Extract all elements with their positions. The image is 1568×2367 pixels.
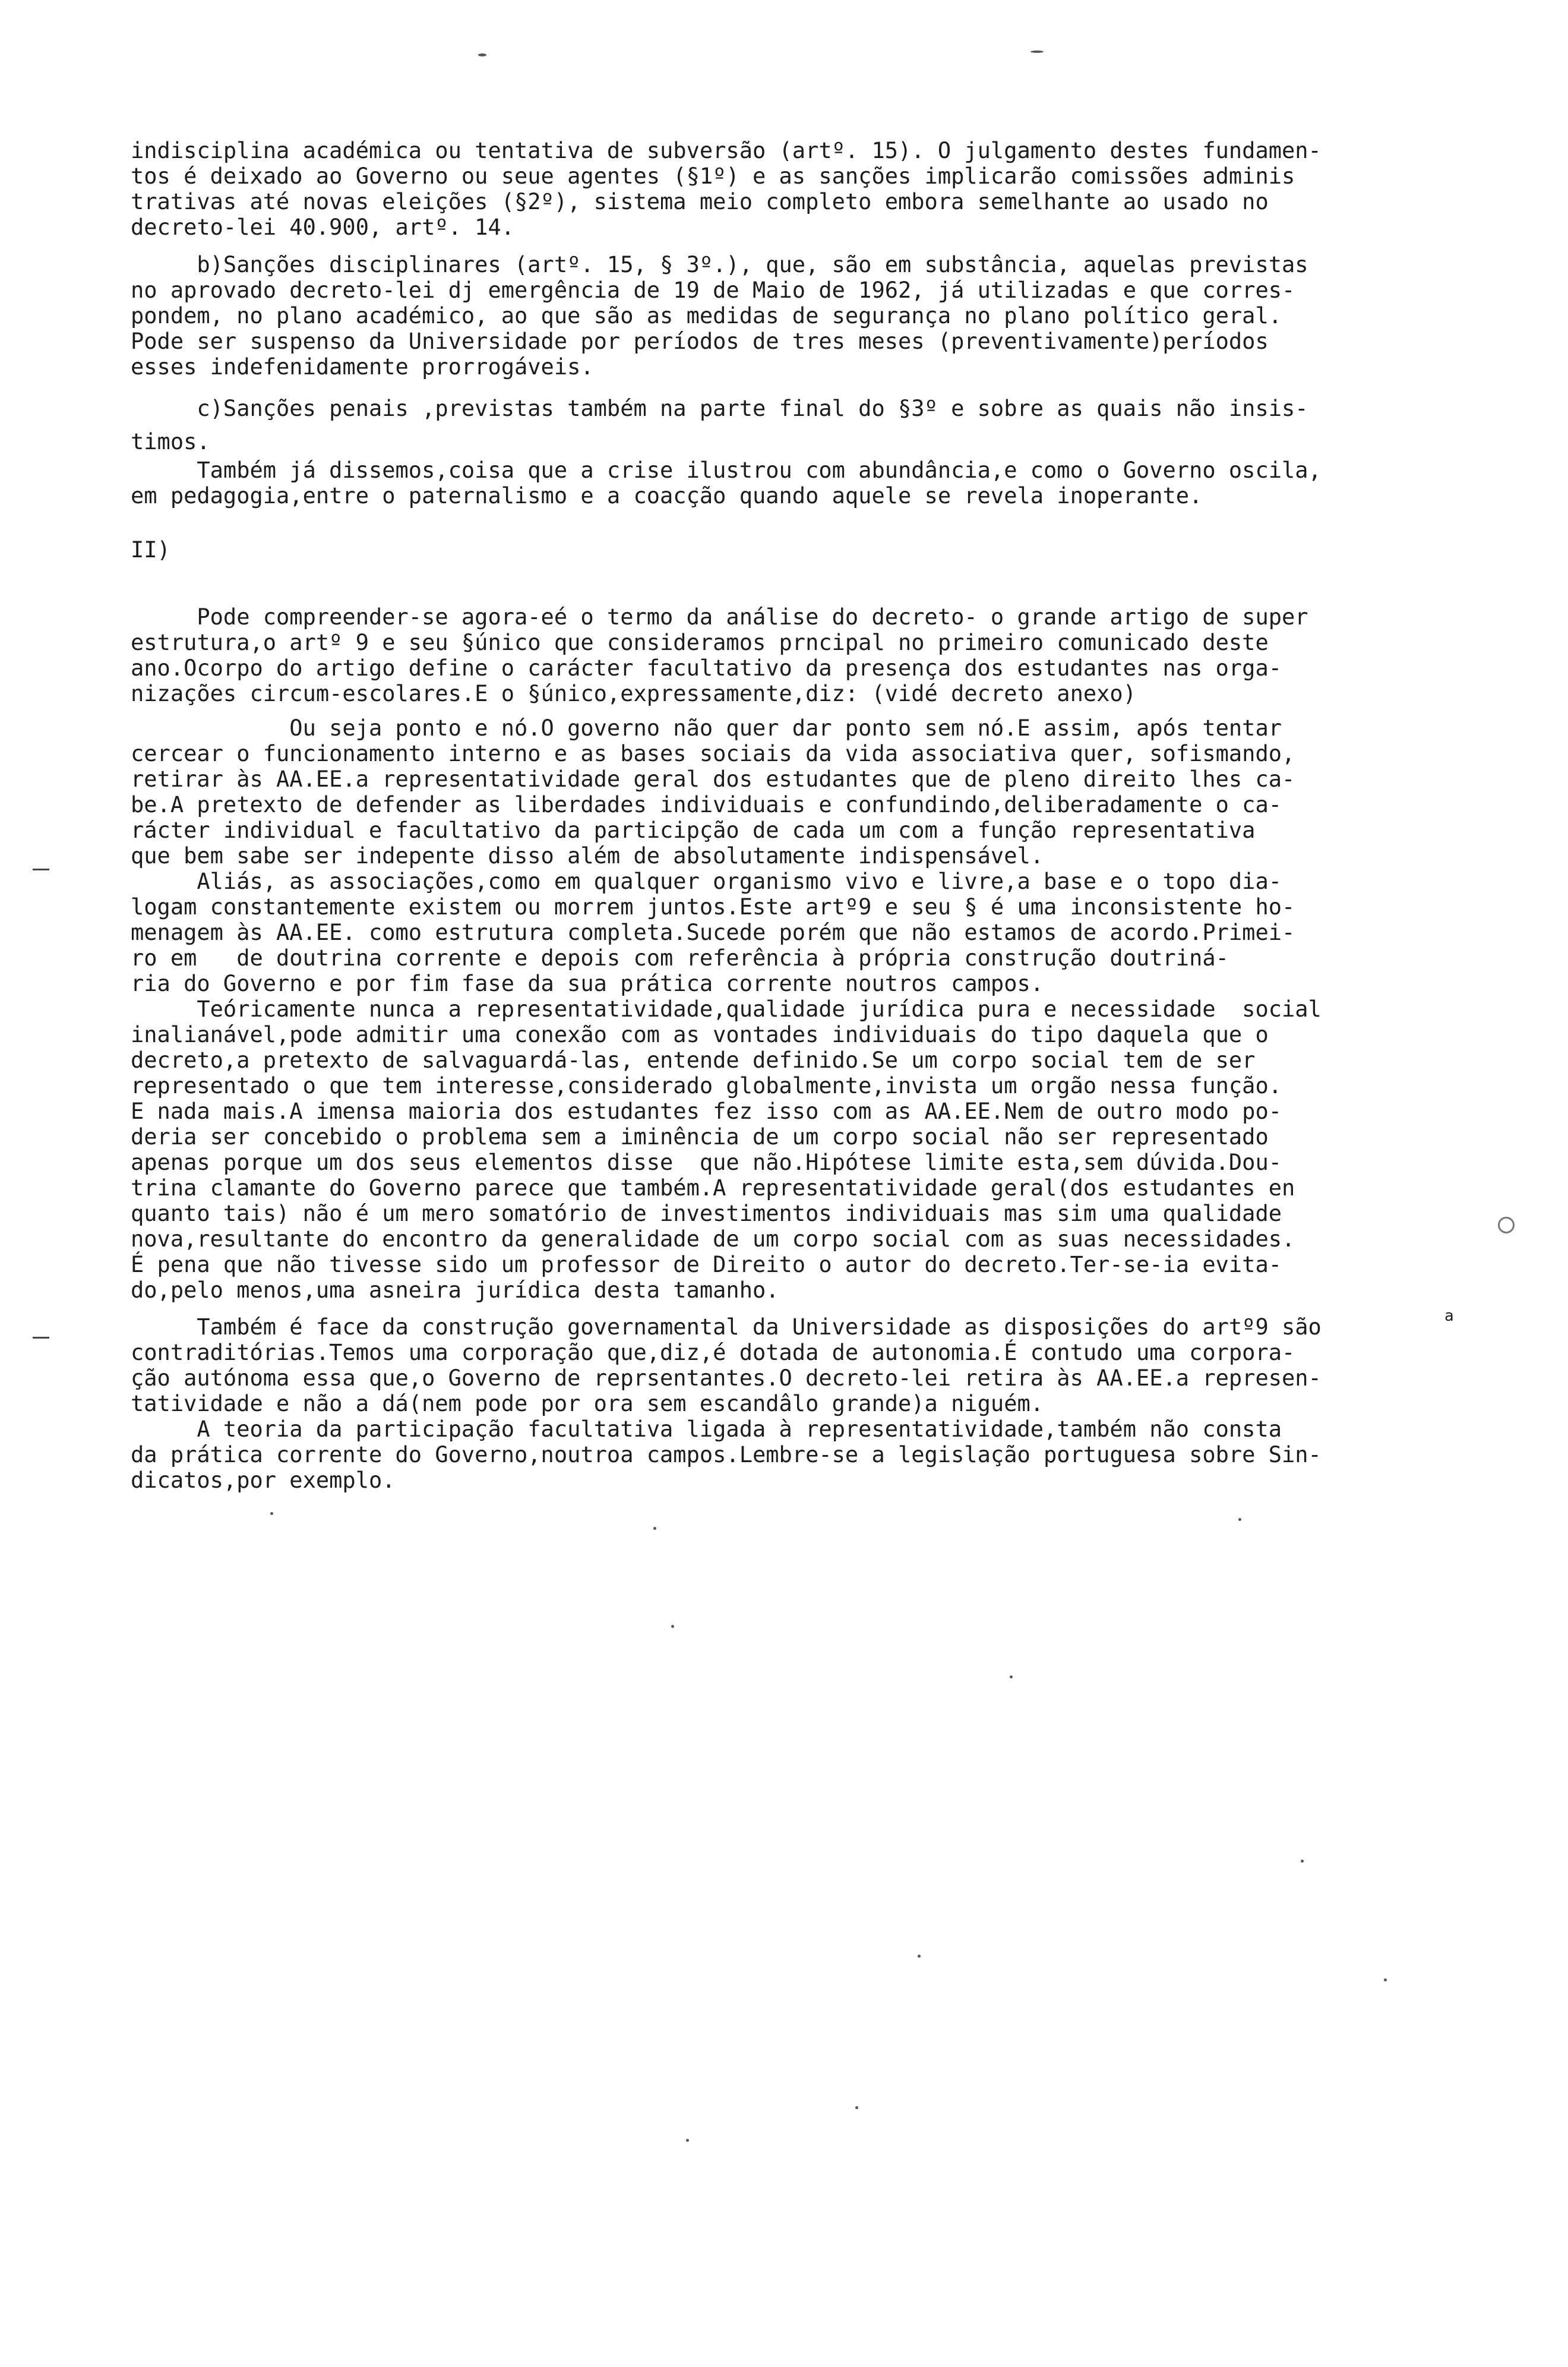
text-line: ano.Ocorpo do artigo define o carácter facultativo da presença dos estudantes nas orga-: [131, 655, 1282, 681]
text-line: decreto-lei 40.900, artº. 14.: [131, 214, 515, 240]
text-line: quanto tais) não é um mero somatório de investimentos individuais mas sim uma qualidade: [131, 1201, 1282, 1226]
superscript-correction: a: [1444, 1307, 1454, 1325]
text-line: Pode compreender-se agora-eé o termo da análise do decreto- o grande artigo de super: [131, 604, 1308, 630]
text-line: pondem, no plano académico, ao que são as medidas de segurança no plano político geral.: [131, 303, 1282, 329]
binder-hole-icon: [1498, 1217, 1515, 1233]
text-line: c)Sanções penais ,previstas também na parte final do §3º e sobre as quais não insis-: [131, 396, 1308, 421]
text-line: do,pelo menos,uma asneira jurídica desta tamanho.: [131, 1277, 779, 1303]
text-line: estrutura,o artº 9 e seu §único que consideramos prncipal no primeiro comunicado deste: [131, 630, 1269, 655]
text-line: be.A pretexto de defender as liberdades individuais e confundindo,deliberadamente o ca-: [131, 792, 1282, 818]
text-line: representado o que tem interesse,considerado globalmente,invista um orgão nessa função.: [131, 1073, 1282, 1099]
section-marker: II): [131, 537, 170, 563]
text-line: que bem sabe ser indepente disso além de absolutamente indispensável.: [131, 843, 1044, 869]
text-line: trina clamante do Governo parece que também.A representatividade geral(dos estudantes en: [131, 1175, 1295, 1201]
margin-mark: [33, 869, 49, 870]
text-line: timos.: [131, 429, 210, 455]
text-line: Teóricamente nunca a representatividade,qualidade jurídica pura e necessidade social: [131, 996, 1322, 1022]
text-line: A teoria da participação facultativa ligada à representatividade,também não consta: [131, 1416, 1282, 1442]
text-line: tos é deixado ao Governo ou seue agentes (§1º) e as sanções implicarão comissões adminis: [131, 163, 1295, 189]
text-line: indisciplina académica ou tentativa de subversão (artº. 15). O julgamento destes fundamen-: [131, 138, 1322, 163]
text-line: Também já dissemos,coisa que a crise ilustrou com abundância,e como o Governo oscila,: [131, 457, 1322, 483]
text-line: deria ser concebido o problema sem a iminência de um corpo social não ser representado: [131, 1124, 1269, 1150]
margin-mark: [33, 1337, 49, 1339]
text-line: rácter individual e facultativo da participção de cada um com a função representativa: [131, 818, 1256, 843]
text-line: no aprovado decreto-lei dj emergência de 19 de Maio de 1962, já utilizadas e que corres-: [131, 277, 1295, 303]
text-line: tatividade e não a dá(nem pode por ora sem escandâlo grande)a niguém.: [131, 1391, 1044, 1416]
text-line: trativas até novas eleições (§2º), sistema meio completo embora semelhante ao usado no: [131, 189, 1269, 214]
text-line: ria do Governo e por fim fase da sua prática corrente noutros campos.: [131, 971, 1044, 996]
text-line: retirar às AA.EE.a representatividade geral dos estudantes que de pleno direito lhes ca-: [131, 766, 1295, 792]
scan-speck: [1301, 1860, 1304, 1863]
scan-speck: [653, 1527, 656, 1530]
text-line: Ou seja ponto e nó.O governo não quer dar ponto sem nó.E assim, após tentar: [131, 715, 1282, 741]
scan-speck: [1384, 1978, 1387, 1981]
text-line: decreto,a pretexto de salvaguardá-las, entende definido.Se um corpo social tem de ser: [131, 1047, 1256, 1073]
text-line: É pena que não tivesse sido um professor de Direito o autor do decreto.Ter-se-ia evita-: [131, 1252, 1282, 1277]
text-line: inalianável,pode admitir uma conexão com as vontades individuais do tipo daquela que o: [131, 1022, 1269, 1047]
text-line: logam constantemente existem ou morrem juntos.Este artº9 e seu § é uma inconsistente ho-: [131, 894, 1295, 920]
scan-speck: [918, 1955, 921, 1958]
scan-speck: [478, 53, 486, 56]
text-line: ro em de doutrina corrente e depois com referência à própria construção doutriná-: [131, 945, 1229, 971]
text-line: Também é face da construção governamental da Universidade as disposições do artº9 são: [131, 1314, 1322, 1340]
text-line: ção autónoma essa que,o Governo de reprsentantes.O decreto-lei retira às AA.EE.a represen-: [131, 1365, 1322, 1391]
text-line: da prática corrente do Governo,noutroa campos.Lembre-se a legislação portuguesa sobre Sin-: [131, 1442, 1322, 1467]
scan-speck: [1010, 1675, 1013, 1678]
text-line: Pode ser suspenso da Universidade por períodos de tres meses (preventivamente)períodos: [131, 329, 1269, 354]
scan-speck: [671, 1625, 674, 1628]
text-line: cercear o funcionamento interno e as bases sociais da vida associativa quer, sofismando,: [131, 741, 1295, 766]
text-line: em pedagogia,entre o paternalismo e a coacção quando aquele se revela inoperante.: [131, 483, 1203, 509]
text-line: contraditórias.Temos uma corporação que,diz,é dotada de autonomia.É contudo uma corpora-: [131, 1340, 1295, 1365]
text-line: nizações circum-escolares.E o §único,expressamente,diz: (vidé decreto anexo): [131, 681, 1136, 706]
scan-speck: [686, 2139, 689, 2142]
scan-speck: [1030, 51, 1044, 53]
text-line: nova,resultante do encontro da generalidade de um corpo social com as suas necessidades.: [131, 1226, 1295, 1252]
text-line: apenas porque um dos seus elementos disse que não.Hipótese limite esta,sem dúvida.Dou-: [131, 1150, 1282, 1175]
text-line: esses indefenidamente prorrogáveis.: [131, 354, 594, 380]
scan-speck: [855, 2106, 858, 2109]
text-line: dicatos,por exemplo.: [131, 1467, 396, 1493]
text-line: Aliás, as associações,como em qualquer organismo vivo e livre,a base e o topo dia-: [131, 869, 1282, 894]
scan-speck: [270, 1512, 273, 1515]
scan-speck: [1238, 1518, 1241, 1521]
text-line: E nada mais.A imensa maioria dos estudantes fez isso com as AA.EE.Nem de outro modo po-: [131, 1099, 1282, 1124]
text-line: b)Sanções disciplinares (artº. 15, § 3º.), que, são em substância, aquelas previstas: [131, 252, 1308, 277]
text-line: menagem às AA.EE. como estrutura completa.Sucede porém que não estamos de acordo.Primei-: [131, 920, 1295, 945]
